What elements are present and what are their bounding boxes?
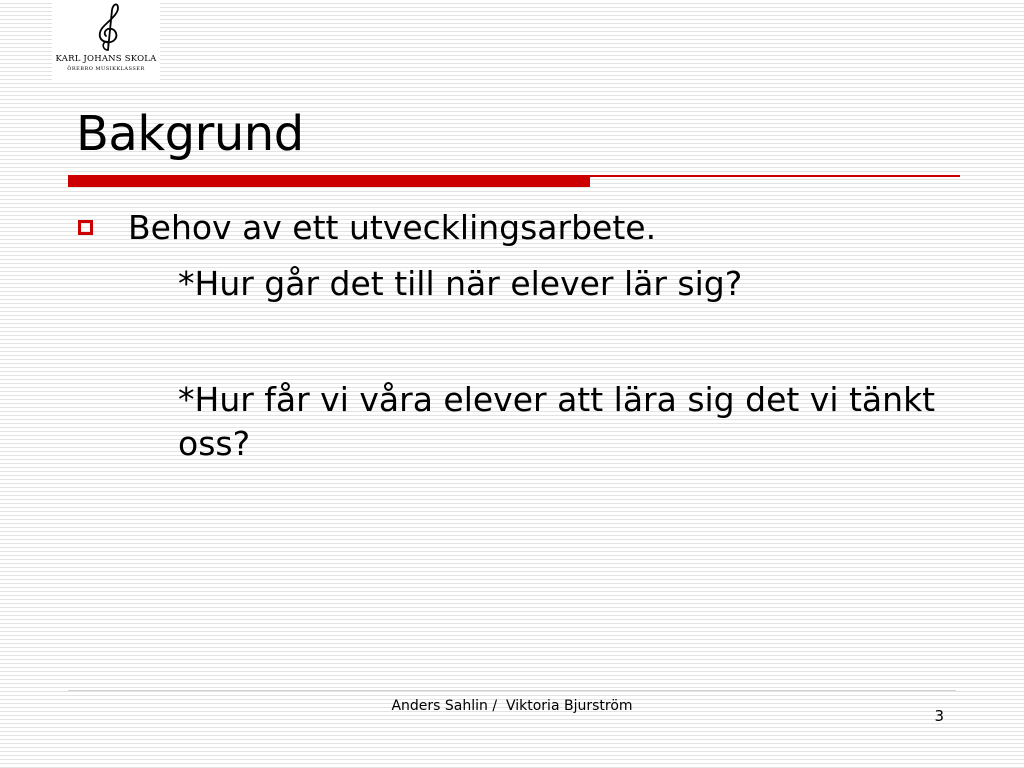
bullet-text: Behov av ett utvecklingsarbete. [128, 208, 657, 247]
footer-divider [68, 690, 956, 691]
square-bullet-icon [78, 220, 93, 235]
school-logo [52, 0, 160, 80]
title-underline-thin [590, 175, 960, 177]
treble-clef-icon [52, 0, 160, 56]
logo-subtitle-text: ÖREBRO MUSIKKLASSER [67, 66, 145, 72]
question-1-text: *Hur går det till när elever lär sig? [178, 264, 743, 303]
question-2-text: *Hur får vi våra elever att lära sig det vi tänkt oss? [178, 380, 936, 463]
page-number: 3 [934, 707, 944, 725]
logo-name-text: KARL JOHANS SKOLA [55, 54, 157, 64]
title-underline-thick [68, 175, 590, 187]
slide-title: Bakgrund [76, 106, 304, 162]
footer-authors: Anders Sahlin / Viktoria Bjurström [391, 698, 633, 714]
